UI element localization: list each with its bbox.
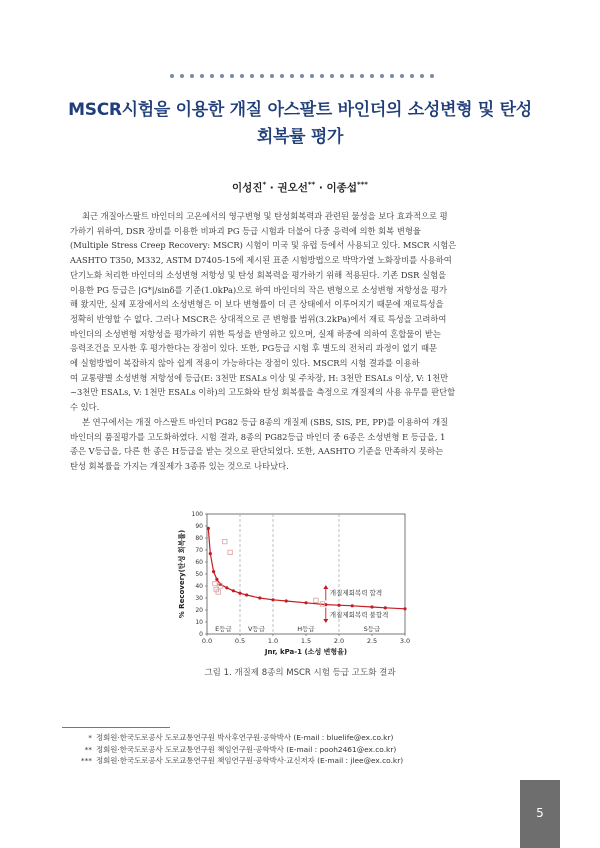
x-tick-label: 2.0 — [333, 637, 345, 645]
threshold-marker — [212, 570, 215, 573]
body-line: 최근 개질아스팔트 바인더의 고온에서의 영구변형 및 탄성회복력과 관련된 물성을 보다 효과적으로 평 — [82, 211, 448, 221]
dot — [280, 74, 284, 78]
author-name: 권오선 — [277, 182, 308, 194]
body-line: 수 있다. — [70, 402, 100, 413]
dot — [260, 74, 264, 78]
y-tick-label: 60 — [195, 559, 203, 567]
dot — [230, 74, 234, 78]
dot — [350, 74, 354, 78]
footnote — [70, 732, 530, 744]
dot — [290, 74, 294, 78]
author-separator: · — [315, 182, 327, 194]
footnote-mark: * — [88, 733, 92, 742]
author-mark: ** — [307, 180, 316, 189]
threshold-marker — [370, 605, 373, 608]
author-name: 이성진 — [232, 182, 263, 194]
y-tick-label: 40 — [195, 583, 203, 591]
dot — [200, 74, 204, 78]
y-axis-label: % Recovery(탄성 회복률) — [178, 529, 186, 619]
dot — [240, 74, 244, 78]
body-line: 탄성 회복률을 가지는 개질제가 3종류 있는 것으로 나타났다. — [70, 460, 289, 471]
threshold-marker — [238, 592, 241, 595]
dot — [340, 74, 344, 78]
footnote-mark: *** — [80, 756, 92, 765]
body-line: 해 왔지만, 실제 포장에서의 소성변형은 이 보다 변형률이 더 큰 상태에서 이루어지기 때문에 재료특성을 — [70, 299, 444, 310]
footnote-text: 정회원·한국도로공사 도로교통연구원 박사후연구원·공학박사 (E-mail : bluelife@ex.co.kr) — [96, 733, 394, 742]
threshold-marker — [304, 601, 307, 604]
abstract-body — [70, 209, 530, 474]
threshold-marker — [351, 604, 354, 607]
footnote-text: 정회원·한국도로공사 도로교통연구원 책임연구원·공학박사·교신저자 (E-mail : jlee@ex.co.kr) — [96, 756, 404, 765]
dot — [390, 74, 394, 78]
dot — [420, 74, 424, 78]
dot — [360, 74, 364, 78]
y-tick-label: 70 — [195, 547, 203, 555]
title-line-2: 회복률 평가 — [256, 127, 344, 147]
y-tick-label: 0 — [199, 631, 203, 639]
dot — [320, 74, 324, 78]
y-tick-label: 80 — [195, 535, 203, 543]
dot — [270, 74, 274, 78]
threshold-marker — [384, 606, 387, 609]
footnote — [70, 755, 530, 767]
x-tick-label: 2.5 — [366, 637, 378, 645]
dot — [400, 74, 404, 78]
dot — [370, 74, 374, 78]
article-title — [40, 97, 560, 151]
fail-annotation: 개질제회복력 불합격 — [329, 610, 389, 619]
author-mark: *** — [356, 180, 368, 189]
body-line: 바인더의 품질평가를 고도화하였다. 시험 결과, 8종의 PG82등급 바인더 중 6종은 소성변형 E 등급을, 1 — [70, 431, 446, 442]
body-line: 응력조건을 모사한 후 평가한다는 장점이 있다. 또한, PG등급 시험 후 별도의 전처리 과정이 없기 때문 — [70, 343, 437, 354]
dot — [170, 74, 174, 78]
x-tick-label: 3.0 — [399, 637, 411, 645]
pass-annotation: 개질제회복력 합격 — [329, 589, 383, 598]
mscr-chart — [175, 508, 425, 663]
threshold-marker — [232, 589, 235, 592]
y-tick-label: 30 — [195, 595, 203, 603]
y-tick-label: 90 — [195, 523, 203, 531]
dot — [310, 74, 314, 78]
grade-label: H등급 — [297, 625, 315, 633]
threshold-marker — [403, 607, 406, 610]
threshold-marker — [245, 593, 248, 596]
threshold-marker — [285, 599, 288, 602]
body-line: 에 실험방법이 복잡하지 않아 쉽게 적용이 가능하다는 장점이 있다. MSCR의 시험 결과를 이용하 — [70, 358, 420, 369]
author-mark: * — [262, 180, 267, 189]
body-line: 여 교통량별 소성변형 저항성에 등급(E: 3천만 ESALs 이상 및 주차장, H: 3천만 ESALs 이상, V: 1천만 — [70, 372, 449, 383]
page-number: 5 — [536, 806, 544, 820]
body-line: 본 연구에서는 개질 아스팔트 바인더 PG82 등급 8종의 개질제 (SBS, SIS, PE, PP)를 이용하여 개질 — [82, 416, 449, 427]
y-tick-label: 10 — [195, 619, 203, 627]
dot — [250, 74, 254, 78]
grade-label: S등급 — [363, 625, 381, 633]
grade-label: V등급 — [247, 625, 266, 633]
author-name: 이종섭 — [326, 182, 357, 194]
body-line: 가하기 위하여, DSR 장비를 이용한 비파괴 PG 등급 시험과 더불어 다중 응력에 의한 회복 변형율 — [70, 225, 421, 236]
body-line: 이용한 PG 등급은 |G*|/sinδ를 기준(1.0kPa)으로 하여 바인더의 작은 변형으로 소성변형 저항성을 평가 — [70, 284, 447, 295]
body-line: 종은 V등급을, 다른 한 종은 H등급을 받는 것으로 판단되었다. 또한, AASHTO 기준을 만족하지 못하는 — [70, 446, 444, 457]
threshold-marker — [258, 596, 261, 599]
x-tick-label: 1.0 — [267, 637, 279, 645]
figure-caption: 그림 1. 개질제 8종의 MSCR 시험 등급 고도화 결과 — [204, 668, 396, 678]
footnote-text: 정회원·한국도로공사 도로교통연구원 책임연구원·공학박사 (E-mail : pooh2461@ex.co.kr) — [96, 744, 397, 754]
threshold-marker — [207, 527, 210, 530]
x-axis-label: Jnr, kPa-1 (소성 변형율) — [264, 648, 348, 656]
threshold-marker — [209, 552, 212, 555]
threshold-marker — [225, 586, 228, 589]
dot — [300, 74, 304, 78]
dot — [410, 74, 414, 78]
threshold-marker — [271, 598, 274, 601]
x-tick-label: 1.5 — [300, 637, 312, 645]
dot — [220, 74, 224, 78]
body-line: 단기노화 처리한 바인더의 소성변형 저항성 및 탄성 회복력을 평가하기 위해 적용된다. 기존 DSR 실험을 — [70, 269, 447, 280]
footnote — [70, 744, 530, 756]
threshold-marker — [337, 604, 340, 607]
decorative-dots — [170, 72, 432, 80]
y-tick-label: 20 — [195, 607, 203, 615]
footnote-divider — [62, 727, 170, 728]
footnotes — [70, 732, 530, 767]
body-line: 바인더의 소성변형 저항성을 평가하기 위한 특성을 반영하고 있으며, 실제 하중에 의하여 혼합물이 받는 — [70, 328, 441, 339]
title-line-1: MSCR시험을 이용한 개질 아스팔트 바인더의 소성변형 및 탄성 — [68, 100, 532, 120]
dot — [430, 74, 434, 78]
dot — [380, 74, 384, 78]
y-tick-label: 50 — [195, 571, 203, 579]
x-tick-label: 0.5 — [234, 637, 246, 645]
footnote-mark: ** — [84, 744, 92, 754]
dot — [190, 74, 194, 78]
body-line: ~3천만 ESALs, V: 1천만 ESALs 이하)의 고도화와 탄성 회복률을 측정으로 개질제의 사용 유무를 판단할 — [70, 387, 456, 398]
y-tick-label: 100 — [191, 511, 203, 519]
dot — [210, 74, 214, 78]
author-separator: · — [266, 182, 278, 194]
dot — [180, 74, 184, 78]
author-list — [40, 180, 560, 195]
body-line: AASHTO T350, M332, ASTM D7405-15에 제시된 표준 시험방법으로 박막가열 노화장비를 사용하여 — [70, 255, 452, 266]
threshold-marker — [215, 578, 218, 581]
dot — [330, 74, 334, 78]
grade-label: E등급 — [215, 625, 232, 633]
body-line: 정확히 반영할 수 없다. 그러나 MSCR은 상대적으로 큰 변형률 범위(3.2kPa)에서 재료 특성을 고려하여 — [70, 313, 447, 324]
body-line: (Multiple Stress Creep Recovery: MSCR) 시험이 미국 및 유럽 등에서 사용되고 있다. MSCR 시험은 — [70, 240, 457, 251]
x-tick-label: 0.0 — [201, 637, 213, 645]
